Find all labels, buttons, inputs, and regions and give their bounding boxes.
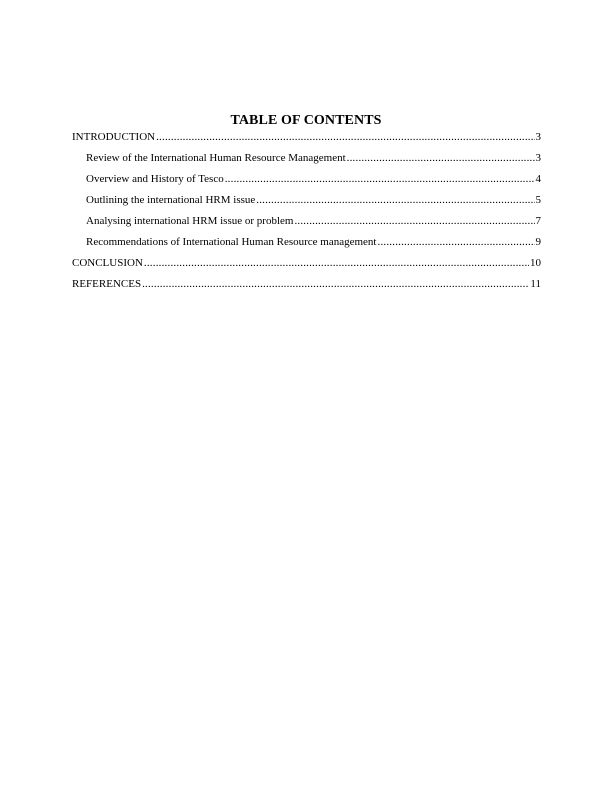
toc-title: TABLE OF CONTENTS bbox=[230, 113, 382, 128]
toc-entry-label: Review of the International Human Resource Management bbox=[86, 152, 346, 164]
toc-entry-analysing-issue[interactable] bbox=[72, 214, 541, 235]
toc-entry-outlining-issue[interactable] bbox=[72, 193, 541, 214]
toc-entry-label: Outlining the international HRM issue bbox=[86, 194, 256, 206]
toc-entry-conclusion[interactable] bbox=[72, 256, 541, 277]
toc-dot-leader bbox=[144, 256, 529, 270]
toc-page-number: 3 bbox=[535, 131, 541, 143]
toc-entry-references[interactable] bbox=[72, 277, 541, 298]
toc-entry-review-ihrm[interactable] bbox=[72, 151, 541, 172]
toc-dot-leader bbox=[378, 235, 535, 249]
toc-page-number: 7 bbox=[535, 215, 541, 227]
toc-dot-leader bbox=[256, 193, 534, 207]
toc-entry-label: INTRODUCTION bbox=[72, 131, 156, 143]
toc-page-number: 11 bbox=[530, 278, 541, 290]
toc-entry-overview-tesco[interactable] bbox=[72, 172, 541, 193]
toc-dot-leader bbox=[225, 172, 535, 186]
toc-entry-label: Overview and History of Tesco bbox=[86, 173, 224, 185]
toc-dot-leader bbox=[294, 214, 534, 228]
toc-dot-leader bbox=[142, 277, 529, 291]
toc-entry-label: REFERENCES bbox=[72, 278, 142, 290]
toc-entry-recommendations[interactable] bbox=[72, 235, 541, 256]
toc-dot-leader bbox=[347, 151, 535, 165]
toc-page-number: 4 bbox=[535, 173, 541, 185]
toc-list bbox=[72, 130, 541, 298]
toc-entry-introduction[interactable] bbox=[72, 130, 541, 151]
toc-page-number: 3 bbox=[535, 152, 541, 164]
toc-entry-label: Recommendations of International Human Resource management bbox=[86, 236, 377, 248]
toc-page-number: 10 bbox=[530, 257, 541, 269]
toc-entry-label: Analysing international HRM issue or problem bbox=[86, 215, 294, 227]
toc-dot-leader bbox=[156, 130, 534, 144]
toc-page-number: 9 bbox=[535, 236, 541, 248]
toc-page-number: 5 bbox=[535, 194, 541, 206]
toc-entry-label: CONCLUSION bbox=[72, 257, 143, 269]
